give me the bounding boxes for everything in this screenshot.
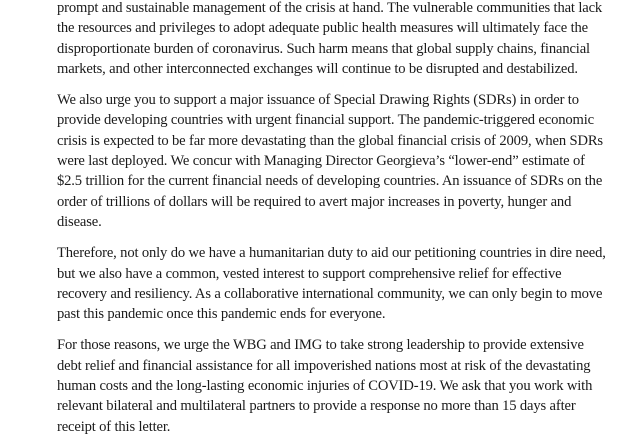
paragraph-supply-chains (57, 0, 617, 79)
text-line: $2.5 trillion for the current financial needs of developing countries. An issuance of SDRs on the (57, 173, 603, 190)
text-line: receipt of this letter. (57, 418, 171, 435)
paragraph-humanitarian-duty (57, 243, 617, 324)
text-line: disproportionate burden of coronavirus. Such harm means that global supply chains, financial (57, 40, 590, 57)
letter-page (57, 0, 617, 448)
text-line: prompt and sustainable management of the crisis at hand. The vulnerable communities that lack (57, 0, 603, 16)
text-line: relevant bilateral and multilateral partners to provide a response no more than 15 days after (57, 398, 576, 415)
text-line: the resources and privileges to adopt adequate public health measures will ultimately face the (57, 20, 588, 37)
paragraph-sdr-issuance (57, 90, 617, 232)
text-line: debt relief and financial assistance for all impoverished nations most at risk of the devastating (57, 357, 591, 374)
text-line: recovery and resiliency. As a collaborative international community, we can only begin to move (57, 285, 603, 302)
paragraph-request (57, 335, 617, 436)
text-line: human costs and the long-lasting economic injuries of COVID-19. We ask that you work with (57, 378, 593, 395)
text-line: For those reasons, we urge the WBG and IMG to take strong leadership to provide extensive (57, 337, 584, 354)
text-line: provide developing countries with urgent financial support. The pandemic-triggered economic (57, 112, 594, 129)
text-line: past this pandemic once this pandemic ends for everyone. (57, 306, 386, 323)
text-line: disease. (57, 213, 102, 230)
text-line: but we also have a common, vested interest to support comprehensive relief for effective (57, 265, 562, 282)
text-line: Therefore, not only do we have a humanitarian duty to aid our petitioning countries in dire need, (57, 245, 606, 262)
text-line: markets, and other interconnected exchanges will continue to be disrupted and destabilized. (57, 60, 578, 77)
text-line: crisis is expected to be far more devastating than the global financial crisis of 2009, when SDRs (57, 132, 603, 149)
text-line: We also urge you to support a major issuance of Special Drawing Rights (SDRs) in order to (57, 92, 579, 109)
text-line: were last deployed. We concur with Managing Director Georgieva’s “lower-end” estimate of (57, 153, 585, 170)
text-line: order of trillions of dollars will be required to avert major increases in poverty, hunger and (57, 193, 572, 210)
